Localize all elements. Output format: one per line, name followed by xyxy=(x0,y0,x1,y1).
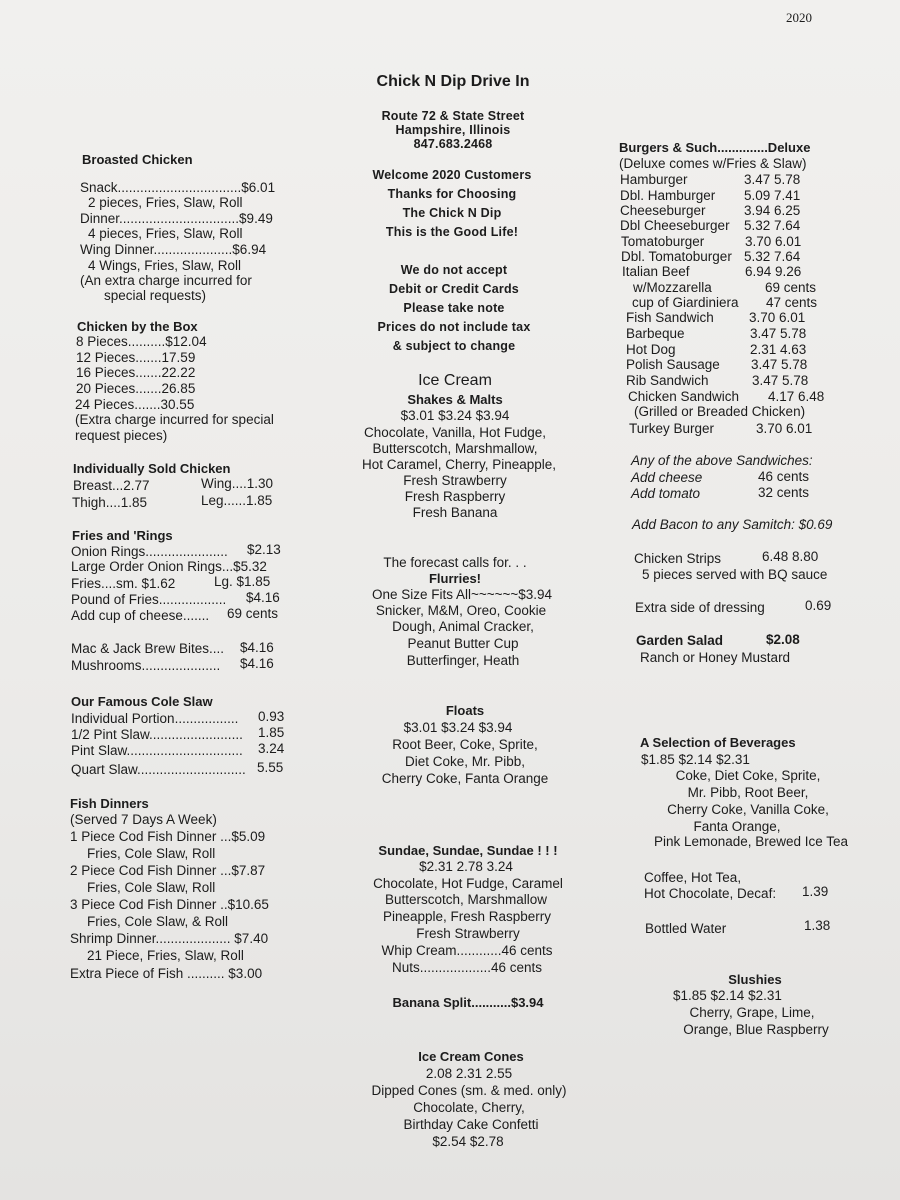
address-line-1: Route 72 & State Street xyxy=(381,109,525,123)
cone-prices: 2.08 2.31 2.55 xyxy=(425,1066,513,1081)
flavor-line: Cherry Coke, Vanilla Coke, xyxy=(667,802,829,817)
shakes-title: Shakes & Malts xyxy=(407,392,503,407)
menu-note: special requests) xyxy=(104,288,207,303)
slushie-prices: $1.85 $2.14 $2.31 xyxy=(673,988,782,1003)
notice-line: We do not accept xyxy=(400,263,508,277)
menu-item: 1 Piece Cod Fish Dinner ...$5.09 xyxy=(70,829,266,844)
menu-item: Extra side of dressing xyxy=(635,600,765,615)
menu-item: 2 Piece Cod Fish Dinner ...$7.87 xyxy=(70,863,266,878)
dipped-prices: $2.54 $2.78 xyxy=(432,1134,504,1149)
slaw-title: Our Famous Cole Slaw xyxy=(71,694,213,709)
menu-item: Mushrooms..................... xyxy=(71,658,221,673)
menu-price: 69 cents xyxy=(765,280,817,295)
floats-title: Floats xyxy=(445,703,485,718)
menu-price: 3.47 5.78 xyxy=(744,172,801,187)
icecream-title: Ice Cream xyxy=(418,372,492,389)
menu-item: Hamburger xyxy=(620,172,688,187)
menu-price: 46 cents xyxy=(758,469,810,484)
flavor-line: Peanut Butter Cup xyxy=(407,636,519,651)
menu-item: Pint Slaw............................... xyxy=(71,743,243,758)
welcome-line: The Chick N Dip xyxy=(402,206,502,220)
flurries-price: One Size Fits All~~~~~~$3.94 xyxy=(371,587,553,602)
topping-line: Whip Cream............46 cents xyxy=(381,943,553,958)
cones-title: Ice Cream Cones xyxy=(418,1049,524,1064)
menu-item: Onion Rings...................... xyxy=(71,544,228,559)
flavor-line: Birthday Cake Confetti xyxy=(403,1117,539,1132)
flavor-line: Fresh Raspberry xyxy=(404,489,506,504)
menu-item: Add tomato xyxy=(631,486,701,501)
menu-item: Polish Sausage xyxy=(626,357,720,372)
menu-item: 12 Pieces.......17.59 xyxy=(76,350,196,365)
flavor-line: Dipped Cones (sm. & med. only) xyxy=(371,1083,567,1098)
menu-item: Snack.................................$6.01 xyxy=(80,180,276,195)
menu-item: Large Order Onion Rings...$5.32 xyxy=(71,559,267,574)
menu-price: $4.16 xyxy=(240,656,274,671)
menu-item: Breast...2.77 xyxy=(73,478,150,493)
menu-note: Ranch or Honey Mustard xyxy=(640,650,791,665)
restaurant-name: Chick N Dip Drive In xyxy=(376,73,530,90)
menu-price: $4.16 xyxy=(240,640,274,655)
welcome-line: This is the Good Life! xyxy=(385,225,519,239)
menu-item: 20 Pieces.......26.85 xyxy=(76,381,196,396)
menu-item: Coffee, Hot Tea, xyxy=(644,870,742,885)
menu-note: Fries, Cole Slaw, Roll xyxy=(87,880,216,895)
menu-price: 3.70 6.01 xyxy=(749,310,806,325)
individual-title: Individually Sold Chicken xyxy=(73,461,231,476)
menu-item: Mac & Jack Brew Bites.... xyxy=(71,641,225,656)
menu-item: Hot Chocolate, Decaf: xyxy=(644,886,777,901)
flavor-line: Fresh Strawberry xyxy=(403,473,507,488)
menu-item: Garden Salad xyxy=(636,633,724,648)
menu-price: 4.17 6.48 xyxy=(768,389,825,404)
flavor-line: Root Beer, Coke, Sprite, xyxy=(392,737,538,752)
menu-price: 3.70 6.01 xyxy=(756,421,813,436)
menu-item: Hot Dog xyxy=(626,342,676,357)
flavor-line: Cherry Coke, Fanta Orange xyxy=(381,771,549,786)
menu-item: 1/2 Pint Slaw......................... xyxy=(71,727,243,742)
menu-item: Add cheese xyxy=(631,470,703,485)
menu-price: 3.94 6.25 xyxy=(744,203,801,218)
flavor-line: Mr. Pibb, Root Beer, xyxy=(687,785,809,800)
banana-split: Banana Split...........$3.94 xyxy=(392,995,544,1010)
flavor-line: Dough, Animal Cracker, xyxy=(392,619,534,634)
flavor-line: Cherry, Grape, Lime, xyxy=(689,1005,815,1020)
menu-item: Chicken Strips xyxy=(634,551,722,566)
menu-price: $2.13 xyxy=(247,542,281,557)
shake-prices: $3.01 $3.24 $3.94 xyxy=(400,408,510,423)
menu-item: Individual Portion................. xyxy=(71,711,239,726)
notice-line: Debit or Credit Cards xyxy=(389,282,519,296)
year-label: 2020 xyxy=(786,10,812,25)
flavor-line: Chocolate, Cherry, xyxy=(413,1100,525,1115)
flavor-line: Snicker, M&M, Oreo, Cookie xyxy=(375,603,547,618)
menu-item: Wing Dinner.....................$6.94 xyxy=(80,242,267,257)
menu-item: Barbeque xyxy=(626,326,685,341)
menu-price: 0.69 xyxy=(805,598,832,613)
menu-item: cup of Giardiniera xyxy=(632,295,739,310)
menu-price: Lg. $1.85 xyxy=(214,574,271,589)
menu-price: 5.32 7.64 xyxy=(744,218,801,233)
menu-price: 5.09 7.41 xyxy=(744,188,801,203)
extras-title: Any of the above Sandwiches: xyxy=(631,453,813,468)
flurries-title: Flurries! xyxy=(428,571,482,586)
menu-note: (An extra charge incurred for xyxy=(80,273,252,288)
menu-item: Wing....1.30 xyxy=(201,476,274,491)
menu-item: Rib Sandwich xyxy=(626,373,709,388)
menu-item: Fish Sandwich xyxy=(626,310,714,325)
welcome-line: Thanks for Choosing xyxy=(387,187,517,201)
fish-title: Fish Dinners xyxy=(70,796,149,811)
menu-price: 3.24 xyxy=(258,741,285,756)
menu-item: Extra Piece of Fish .......... $3.00 xyxy=(70,966,263,981)
menu-item: Dbl. Hamburger xyxy=(620,188,716,203)
menu-item: Turkey Burger xyxy=(629,421,715,436)
menu-price: 1.39 xyxy=(802,884,829,899)
flavor-line: Fanta Orange, xyxy=(693,819,781,834)
beverages-title: A Selection of Beverages xyxy=(640,735,796,750)
menu-note: 2 pieces, Fries, Slaw, Roll xyxy=(88,195,243,210)
menu-item: Dbl Cheeseburger xyxy=(620,218,730,233)
beverage-prices: $1.85 $2.14 $2.31 xyxy=(641,752,750,767)
menu-price: 5.55 xyxy=(257,760,284,775)
sundae-prices: $2.31 2.78 3.24 xyxy=(419,859,513,874)
menu-price: $4.16 xyxy=(246,590,280,605)
welcome-line: Welcome 2020 Customers xyxy=(372,168,532,182)
menu-item: Cheeseburger xyxy=(620,203,706,218)
flavor-line: Chocolate, Hot Fudge, Caramel xyxy=(373,876,563,891)
menu-price: 5.32 7.64 xyxy=(744,249,801,264)
menu-item: Chicken Sandwich xyxy=(628,389,740,404)
broasted-title: Broasted Chicken xyxy=(82,152,193,167)
menu-price: 0.93 xyxy=(258,709,285,724)
menu-note: 4 pieces, Fries, Slaw, Roll xyxy=(88,226,243,241)
menu-price: 3.47 5.78 xyxy=(750,326,807,341)
menu-note: (Served 7 Days A Week) xyxy=(70,812,217,827)
menu-item: Fries....sm. $1.62 xyxy=(71,576,176,591)
menu-price: 47 cents xyxy=(766,295,818,310)
menu-note: (Grilled or Breaded Chicken) xyxy=(634,404,806,419)
menu-item: 24 Pieces.......30.55 xyxy=(75,397,195,412)
menu-item: Thigh....1.85 xyxy=(72,495,148,510)
burgers-note: (Deluxe comes w/Fries & Slaw) xyxy=(619,156,807,171)
menu-note: 21 Piece, Fries, Slaw, Roll xyxy=(87,948,244,963)
notice-line: Prices do not include tax xyxy=(377,320,531,334)
bacon-addon: Add Bacon to any Samitch: $0.69 xyxy=(632,517,833,532)
menu-item: Dbl. Tomatoburger xyxy=(621,249,732,264)
flavor-line: Pineapple, Fresh Raspberry xyxy=(382,909,552,924)
box-title: Chicken by the Box xyxy=(77,319,198,334)
notice-line: & subject to change xyxy=(392,339,516,353)
menu-price: 3.47 5.78 xyxy=(752,373,809,388)
menu-price: 69 cents xyxy=(227,606,279,621)
slushies-title: Slushies xyxy=(728,972,782,987)
flavor-line: Orange, Blue Raspberry xyxy=(683,1022,829,1037)
menu-price: 2.31 4.63 xyxy=(750,342,807,357)
flavor-line: Butterfinger, Heath xyxy=(406,653,520,668)
menu-price: 1.85 xyxy=(258,725,285,740)
menu-price: 32 cents xyxy=(758,485,810,500)
menu-item: Quart Slaw............................. xyxy=(71,762,246,777)
flavor-line: Fresh Banana xyxy=(412,505,498,520)
menu-item: Dinner................................$9.49 xyxy=(80,211,273,226)
flavor-line: Hot Caramel, Cherry, Pineapple, xyxy=(361,457,557,472)
topping-line: Nuts...................46 cents xyxy=(391,960,543,975)
menu-price: 1.38 xyxy=(804,918,831,933)
menu-item: Add cup of cheese....... xyxy=(71,608,210,623)
menu-item: Leg......1.85 xyxy=(201,493,273,508)
menu-item: 3 Piece Cod Fish Dinner ..$10.65 xyxy=(70,897,269,912)
address-line-2: Hampshire, Illinois xyxy=(395,123,511,137)
menu-item: Pound of Fries.................. xyxy=(71,592,227,607)
menu-note: Fries, Cole Slaw, Roll xyxy=(87,846,216,861)
menu-note: request pieces) xyxy=(75,428,168,443)
menu-price: 6.94 9.26 xyxy=(745,264,802,279)
flavor-line: Diet Coke, Mr. Pibb, xyxy=(404,754,526,769)
flurries-intro: The forecast calls for. . . xyxy=(383,555,527,570)
menu-item: Tomatoburger xyxy=(621,234,705,249)
flavor-line: Pink Lemonade, Brewed Ice Tea xyxy=(653,834,849,849)
flavor-line: Fresh Strawberry xyxy=(416,926,520,941)
menu-note: (Extra charge incurred for special xyxy=(75,412,274,427)
menu-price: 3.47 5.78 xyxy=(751,357,808,372)
menu-item: Italian Beef xyxy=(622,264,690,279)
menu-note: 4 Wings, Fries, Slaw, Roll xyxy=(88,258,242,273)
flavor-line: Coke, Diet Coke, Sprite, xyxy=(675,768,821,783)
flavor-line: Butterscotch, Marshmallow xyxy=(384,892,548,907)
floats-prices: $3.01 $3.24 $3.94 xyxy=(403,720,513,735)
flavor-line: Chocolate, Vanilla, Hot Fudge, xyxy=(363,425,547,440)
menu-item: Shrimp Dinner.................... $7.40 xyxy=(70,931,269,946)
notice-line: Please take note xyxy=(403,301,505,315)
menu-item: 16 Pieces.......22.22 xyxy=(76,365,196,380)
menu-price: 3.70 6.01 xyxy=(745,234,802,249)
menu-price: 6.48 8.80 xyxy=(762,549,819,564)
menu-note: 5 pieces served with BQ sauce xyxy=(642,567,828,582)
menu-item: Bottled Water xyxy=(645,921,727,936)
menu-item: 8 Pieces..........$12.04 xyxy=(76,334,207,349)
fries-title: Fries and 'Rings xyxy=(72,528,173,543)
burgers-title: Burgers & Such..............Deluxe xyxy=(619,140,811,155)
menu-item: w/Mozzarella xyxy=(633,280,712,295)
phone-number: 847.683.2468 xyxy=(413,137,493,151)
flavor-line: Butterscotch, Marshmallow, xyxy=(372,441,538,456)
menu-note: Fries, Cole Slaw, & Roll xyxy=(87,914,229,929)
menu-price: $2.08 xyxy=(766,632,800,647)
sundae-title: Sundae, Sundae, Sundae ! ! ! xyxy=(378,843,558,858)
